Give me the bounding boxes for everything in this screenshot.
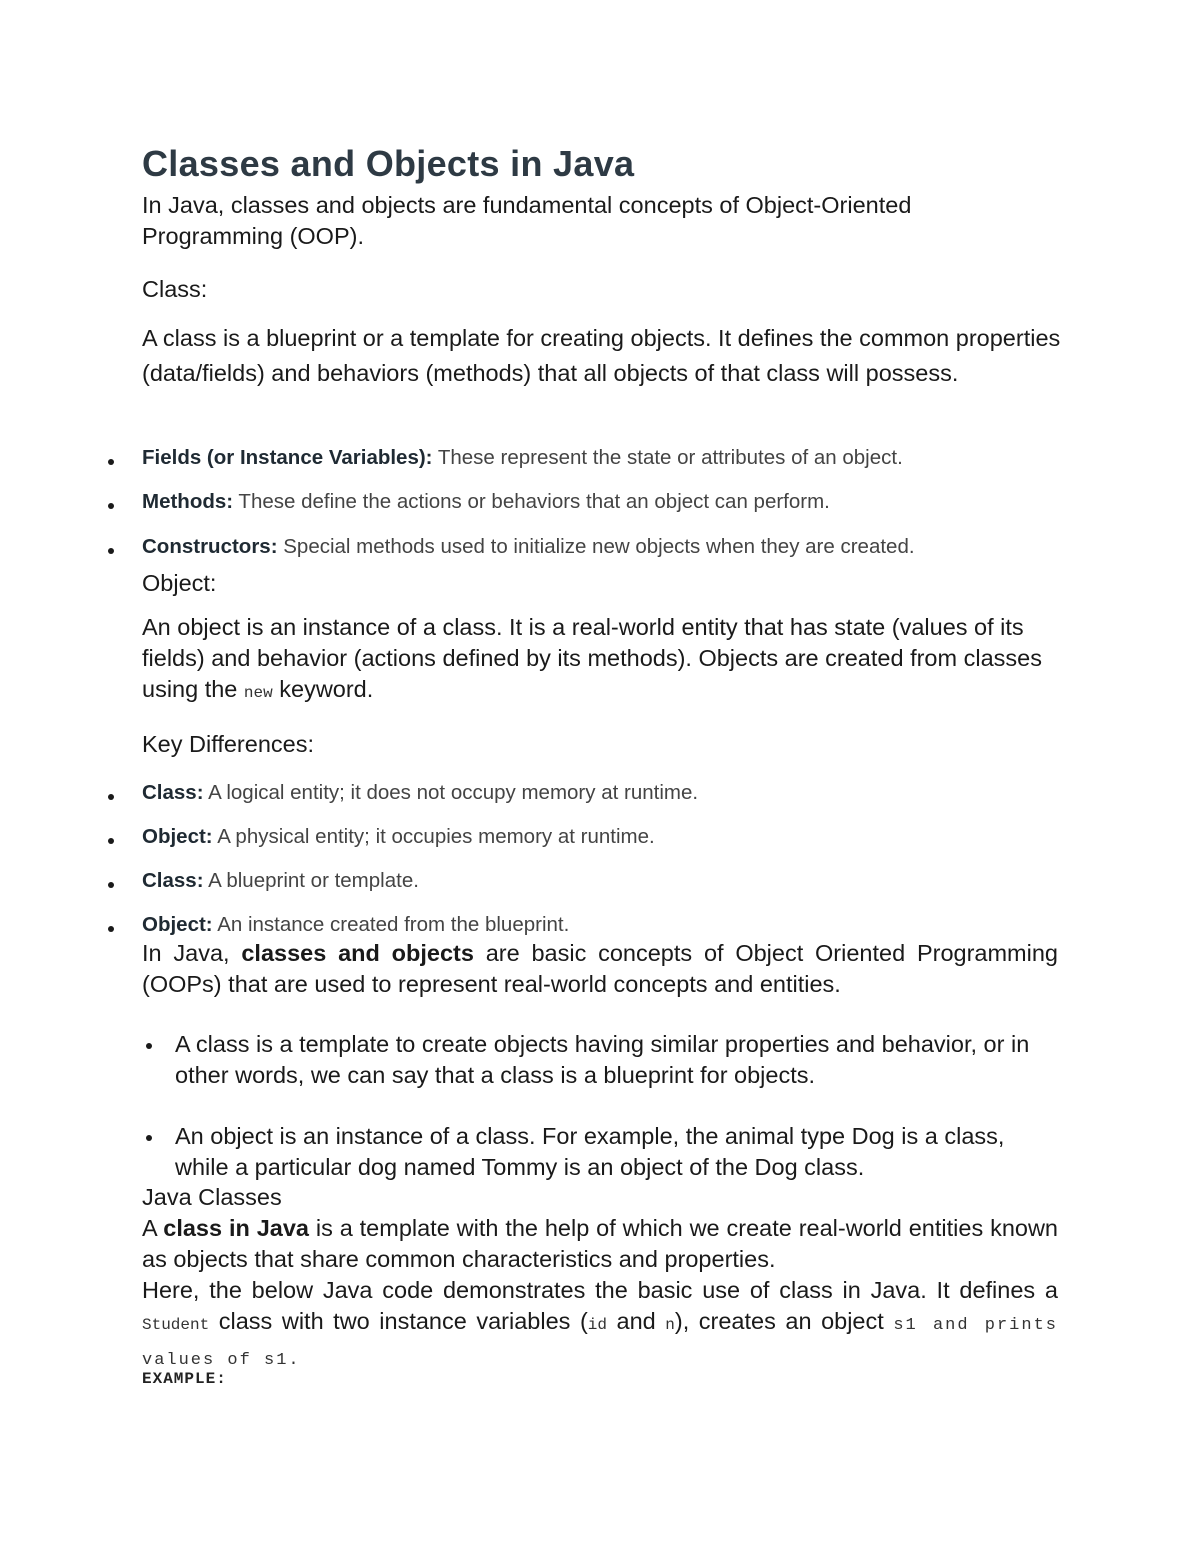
list-item-term: Fields (or Instance Variables): <box>142 446 433 469</box>
code-id: id <box>587 1316 607 1334</box>
bullet-marker <box>146 1043 152 1049</box>
list-item-desc: Special methods used to initialize new objects when they are created. <box>277 535 915 558</box>
list-item <box>142 533 915 561</box>
oops-paragraph: In Java, classes and objects are basic concepts of Object Oriented Programming (OOPs) that are used to represent real-world concepts and entities. <box>142 940 1058 997</box>
java-code-description: Here, the below Java code demonstrates the basic use of class in Java. It defines a Student class with two instance variables (id and n), creates an object s1 and prints values of s1. <box>142 1277 1058 1370</box>
list-item-desc: A logical entity; it does not occupy memory at runtime. <box>203 781 699 804</box>
java-class-paragraph: A class in Java is a template with the help of which we create real-world entities known as objects that share common characteristics and properties. <box>142 1215 1058 1272</box>
page-title: Classes and Objects in Java <box>142 143 635 184</box>
class-paragraph: A class is a blueprint or a template for creating objects. It defines the common properties (data/fields) and behaviors (methods) that all objects of that class will possess. <box>142 325 1061 386</box>
list-item <box>142 867 419 895</box>
object-paragraph: An object is an instance of a class. It is a real-world entity that has state (values of its fields) and behavior (actions defined by its methods). Objects are created from classes using the new keyword. <box>142 614 1042 702</box>
list-item-desc: A blueprint or template. <box>203 869 419 892</box>
object-heading: Object: <box>142 570 217 596</box>
differences-heading: Key Differences: <box>142 731 314 757</box>
list-item-term: Class: <box>142 781 204 804</box>
list-item <box>142 444 903 472</box>
java-classes-heading: Java Classes <box>142 1184 282 1210</box>
list-item-term: Constructors: <box>142 535 278 558</box>
list-item <box>142 779 698 807</box>
bullet-marker <box>146 1135 152 1141</box>
bullet-marker <box>108 921 118 931</box>
list-item <box>142 911 569 939</box>
list-item-desc: An instance created from the blueprint. <box>212 913 570 936</box>
intro-paragraph: In Java, classes and objects are fundamental concepts of Object-Oriented Programming (OOP). <box>142 192 912 249</box>
list-item-desc: These define the actions or behaviors that an object can perform. <box>233 490 830 513</box>
list-item-desc: A physical entity; it occupies memory at runtime. <box>212 825 655 848</box>
example-label: EXAMPLE: <box>142 1370 227 1388</box>
bullet-marker <box>108 789 118 799</box>
list-item-term: Class: <box>142 869 204 892</box>
list-item-term: Object: <box>142 825 213 848</box>
list-item: An object is an instance of a class. For example, the animal type Dog is a class, while a particular dog named Tommy is an object of the Dog class. <box>175 1123 1005 1180</box>
bullet-marker <box>108 498 118 508</box>
list-item <box>142 488 830 516</box>
code-s1-text: s1 and prints values of s1. <box>142 1316 1058 1370</box>
list-item-term: Methods: <box>142 490 234 513</box>
list-item-term: Object: <box>142 913 213 936</box>
list-item <box>142 823 655 851</box>
list-item-desc: These represent the state or attributes of an object. <box>432 446 903 469</box>
code-student: Student <box>142 1316 210 1334</box>
code-n: n <box>665 1316 675 1334</box>
bold-classes-objects: classes and objects <box>241 940 474 966</box>
keyword-new: new <box>243 684 273 702</box>
bullet-marker <box>108 833 118 843</box>
bullet-marker <box>108 454 118 464</box>
bullet-marker <box>108 877 118 887</box>
bold-class-in-java: class in Java <box>163 1215 309 1241</box>
bullet-marker <box>108 543 118 553</box>
class-heading: Class: <box>142 276 208 302</box>
list-item: A class is a template to create objects having similar properties and behavior, or in other words, we can say that a class is a blueprint for objects. <box>175 1031 1030 1088</box>
